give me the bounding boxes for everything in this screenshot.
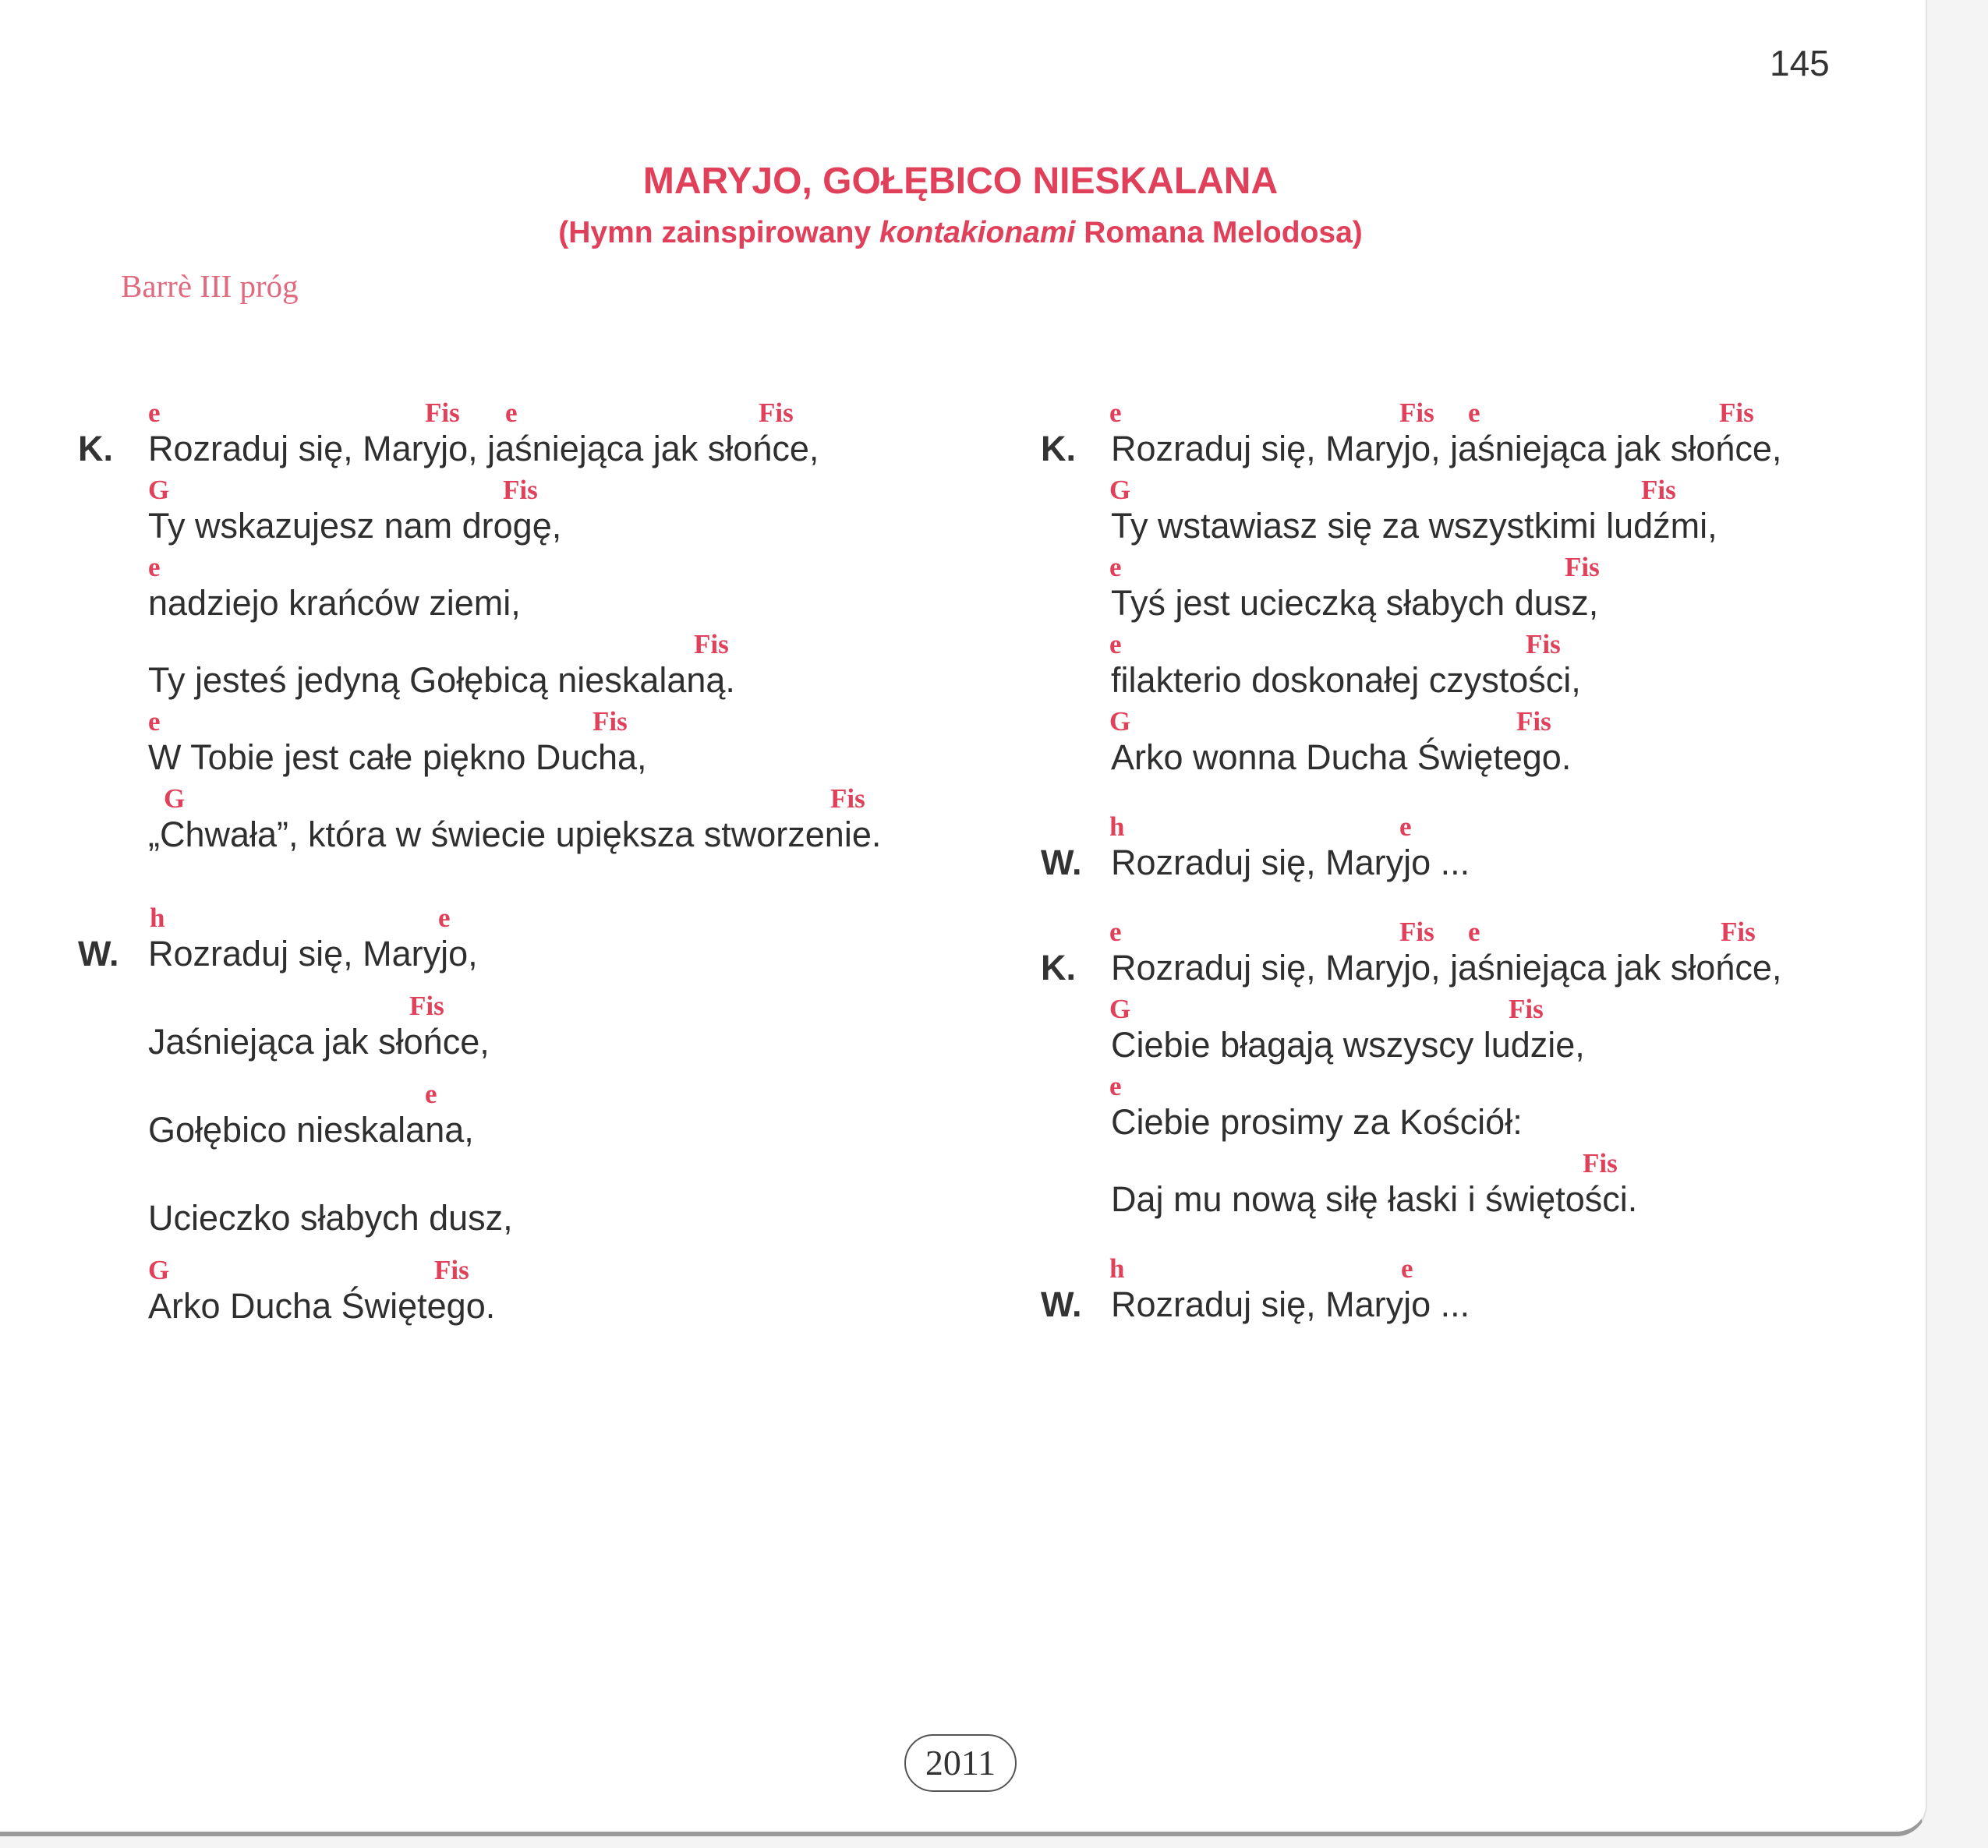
lyric-text: Ucieczko słabych dusz,	[148, 1198, 513, 1238]
chord: e	[505, 398, 518, 428]
lyric-text: Rozraduj się, Maryjo, jaśniejąca jak słońce,	[1111, 429, 1782, 468]
chord: G	[148, 1255, 170, 1285]
chord: G	[1109, 475, 1131, 505]
chord: Fis	[593, 706, 628, 737]
page-number: 145	[1770, 43, 1830, 83]
lyric-text: Rozraduj się, Maryjo, jaśniejąca jak słońce,	[1111, 948, 1782, 988]
lyric-text: W Tobie jest całe piękno Ducha,	[148, 737, 647, 777]
lyric-text: Ty jesteś jedyną Gołębicą nieskalaną.	[148, 660, 735, 700]
chord: e	[1109, 629, 1122, 659]
chord: e	[1109, 917, 1122, 947]
barre-note: Barrè III próg	[121, 268, 299, 304]
year-badge: 2011	[904, 1734, 1017, 1792]
chord: h	[150, 903, 165, 933]
subtitle-text: Romana Melodosa)	[1075, 216, 1363, 249]
song-title: MARYJO, GOŁĘBICO NIESKALANA	[642, 161, 1279, 202]
chord: e	[1109, 552, 1122, 582]
stanza-marker: W.	[78, 934, 119, 973]
chord: e	[1468, 398, 1480, 428]
lyric-text: Rozraduj się, Maryjo, jaśniejąca jak słońce,	[148, 429, 819, 468]
chord: e	[1401, 1253, 1413, 1284]
lyric-text: Ty wskazujesz nam drogę,	[148, 506, 562, 546]
lyric-text: Jaśniejąca jak słońce,	[148, 1022, 490, 1062]
chord: G	[1109, 994, 1131, 1024]
chord: e	[1109, 1071, 1122, 1101]
lyric-text: Daj mu nową siłę łaski i świętości.	[1111, 1179, 1638, 1219]
chord: e	[438, 903, 451, 933]
chord: e	[148, 706, 161, 737]
lyric-text: Arko Ducha Świętego.	[148, 1286, 496, 1326]
lyric-text: „Chwała”, która w świecie upiększa stworzenie.	[148, 814, 882, 854]
chord: Fis	[1565, 552, 1600, 582]
lyric-text: Ciebie błagają wszyscy ludzie,	[1111, 1025, 1585, 1065]
stanza-marker: W.	[1041, 1284, 1082, 1324]
lyric-text: Rozraduj się, Maryjo ...	[1111, 843, 1470, 882]
lyric-text: Gołębico nieskalana,	[148, 1110, 474, 1150]
chord: h	[1109, 811, 1125, 842]
chord: e	[148, 552, 161, 582]
chord: G	[164, 783, 186, 814]
chord: Fis	[1721, 917, 1756, 947]
chord: Fis	[1399, 917, 1434, 947]
chord: Fis	[503, 475, 538, 505]
chord: Fis	[425, 398, 460, 428]
stanza-marker: K.	[78, 429, 113, 468]
chord: Fis	[1516, 706, 1551, 737]
chord: e	[425, 1079, 437, 1109]
lyric-text: nadziejo krańców ziemi,	[148, 583, 521, 623]
chord: Fis	[1641, 475, 1676, 505]
chord: G	[148, 475, 170, 505]
lyric-text: Arko wonna Ducha Świętego.	[1111, 737, 1572, 777]
chord: e	[1468, 917, 1480, 947]
chord: e	[1399, 811, 1412, 842]
chord: Fis	[1526, 629, 1561, 659]
chord: Fis	[1509, 994, 1544, 1024]
stanza-marker: K.	[1041, 429, 1076, 468]
subtitle-italic: kontakionami	[879, 216, 1076, 249]
chord: Fis	[830, 783, 865, 814]
chord: h	[1109, 1253, 1125, 1284]
song-subtitle	[0, 216, 1921, 250]
stanza-marker: K.	[1041, 948, 1076, 988]
lyric-text: Tyś jest ucieczką słabych dusz,	[1111, 583, 1599, 623]
chord: e	[1109, 398, 1122, 428]
chord: Fis	[1399, 398, 1434, 428]
chord: Fis	[1583, 1148, 1618, 1178]
chord: Fis	[1719, 398, 1754, 428]
chord: e	[148, 398, 161, 428]
subtitle-text: (Hymn zainspirowany	[558, 216, 879, 249]
chord: Fis	[434, 1255, 469, 1285]
lyric-text: filakterio doskonałej czystości,	[1111, 660, 1581, 700]
lyric-text: Rozraduj się, Maryjo,	[148, 934, 478, 973]
chord: Fis	[759, 398, 794, 428]
chord: Fis	[694, 629, 729, 659]
stanza-marker: W.	[1041, 843, 1082, 882]
chord: G	[1109, 706, 1131, 737]
lyric-text: Rozraduj się, Maryjo ...	[1111, 1284, 1470, 1324]
lyric-text: Ciebie prosimy za Kościół:	[1111, 1102, 1523, 1142]
lyric-text: Ty wstawiasz się za wszystkimi ludźmi,	[1111, 506, 1717, 546]
chord: Fis	[409, 991, 444, 1021]
